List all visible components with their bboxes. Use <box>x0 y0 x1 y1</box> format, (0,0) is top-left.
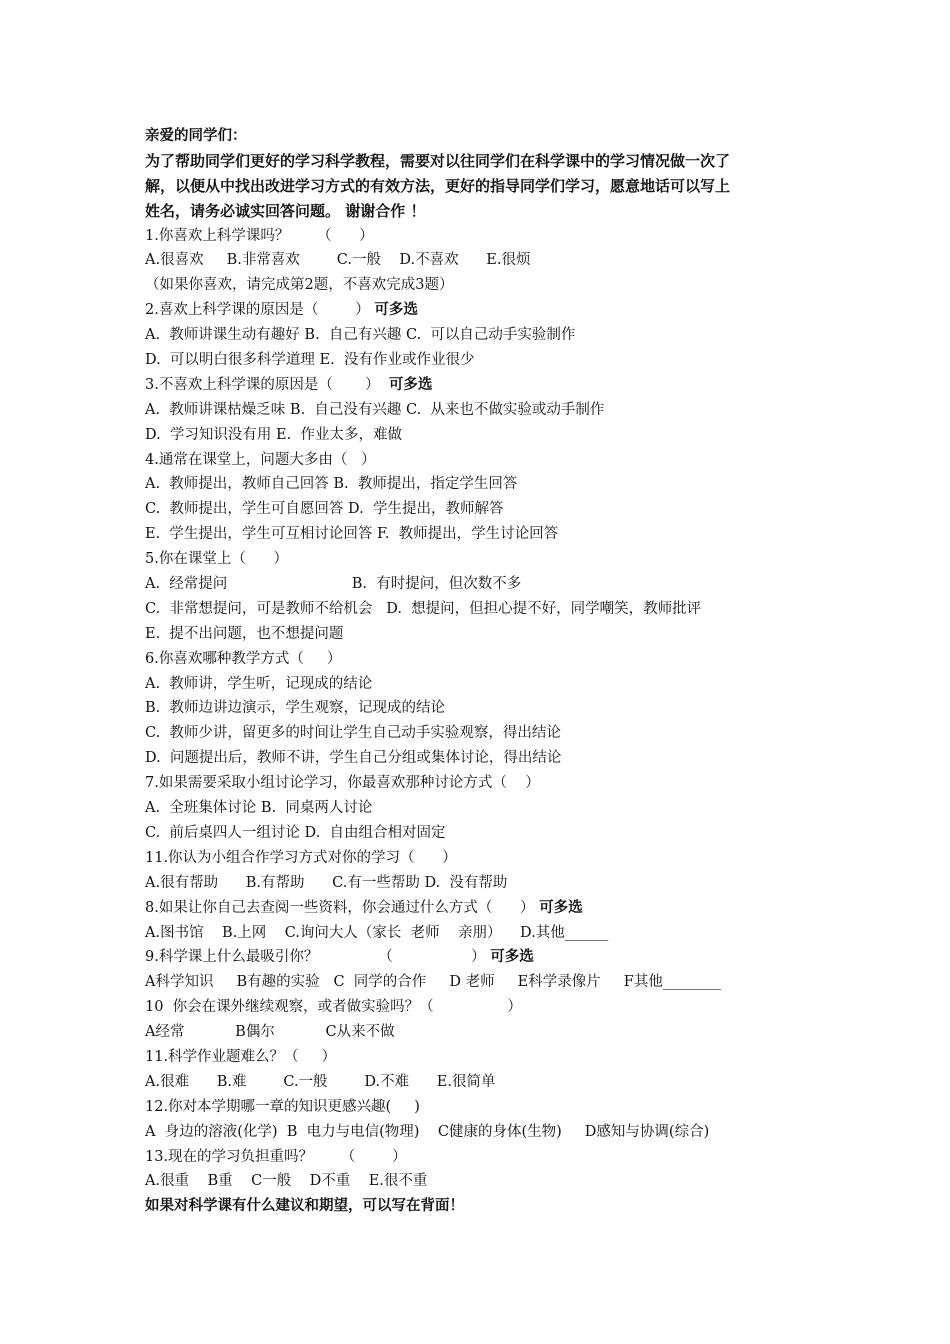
line-text: 4.通常在课堂上，问题大多由（ ） <box>145 451 376 468</box>
question-line <box>145 970 825 995</box>
question-line <box>145 995 825 1020</box>
line-text: 6.你喜欢哪种教学方式（ ） <box>145 650 342 667</box>
line-text: C. 前后桌四人一组讨论 D. 自由组合相对固定 <box>145 824 446 841</box>
line-text: A.很重 B重 C一般 D不重 E.很不重 <box>145 1173 428 1190</box>
question-line <box>145 796 825 821</box>
question-list <box>145 224 825 1195</box>
question-line <box>145 1070 825 1095</box>
question-line <box>145 721 825 746</box>
question-line <box>145 821 825 846</box>
question-line <box>145 1145 825 1170</box>
question-line <box>145 547 825 572</box>
question-line <box>145 945 825 970</box>
line-text: 9.科学课上什么最吸引你？ （ ） <box>145 949 491 966</box>
line-text: A.很喜欢 B.非常喜欢 C.一般 D.不喜欢 E.很烦 <box>145 252 531 269</box>
intro-line-2: 解，以便从中找出改进学习方式的有效方法，更好的指导同学们学习，愿意地话可以写上 <box>145 176 731 195</box>
question-line <box>145 348 825 373</box>
line-text: 11.科学作业题难么？（ ） <box>145 1048 337 1065</box>
intro-line-1: 为了帮助同学们更好的学习科学教程，需要对以往同学们在科学课中的学习情况做一次了 <box>145 151 731 170</box>
question-line <box>145 323 825 348</box>
line-text: A科学知识 B有趣的实验 C 同学的合作 D 老师 E科学录像片 F其他________ <box>145 974 721 991</box>
line-text: A.很有帮助 B.有帮助 C.有一些帮助 D. 没有帮助 <box>145 874 508 891</box>
line-text: E. 提不出问题，也不想提问题 <box>145 625 344 642</box>
greeting: 亲爱的同学们： <box>145 127 247 144</box>
question-line <box>145 572 825 597</box>
line-text: 10 你会在课外继续观察，或者做实验吗？（ ） <box>145 999 522 1016</box>
line-text: 3.不喜欢上科学课的原因是（ ） <box>145 376 389 393</box>
question-line <box>145 423 825 448</box>
question-line <box>145 1120 825 1145</box>
line-text: 5.你在课堂上（ ） <box>145 551 288 568</box>
line-text: C. 非常想提问，可是教师不给机会 D. 想提问，但担心提不好，同学嘲笑，教师批评 <box>145 600 702 617</box>
line-text: D. 问题提出后，教师不讲，学生自己分组或集体讨论，得出结论 <box>145 750 562 767</box>
question-line <box>145 1020 825 1045</box>
line-text: A. 经常提问 B. 有时提问，但次数不多 <box>145 576 522 593</box>
line-text: 12.你对本学期哪一章的知识更感兴趣( ) <box>145 1098 420 1115</box>
question-line <box>145 448 825 473</box>
line-text: 7.如果需要采取小组讨论学习，你最喜欢那种讨论方式（ ） <box>145 775 540 792</box>
question-line <box>145 746 825 771</box>
line-text: 11.你认为小组合作学习方式对你的学习（ ） <box>145 849 457 866</box>
question-line <box>145 224 825 249</box>
multi-select-note: 可多选 <box>490 949 534 966</box>
line-text: D. 可以明白很多科学道理 E. 没有作业或作业很少 <box>145 352 475 369</box>
multi-select-note: 可多选 <box>374 302 418 319</box>
line-text: A 身边的溶液(化学) B 电力与电信(物理) C健康的身体(生物) D感知与协调(综合) <box>145 1123 710 1140</box>
question-line <box>145 273 825 298</box>
line-text: A. 全班集体讨论 B. 同桌两人讨论 <box>145 800 373 817</box>
line-text: A.很难 B.难 C.一般 D.不难 E.很简单 <box>145 1073 496 1090</box>
line-text: 8.如果让你自己去查阅一些资料，你会通过什么方式（ ） <box>145 899 540 916</box>
line-text: A. 教师讲课生动有趣好 B. 自己有兴趣 C. 可以自己动手实验制作 <box>145 327 576 344</box>
question-line <box>145 298 825 323</box>
line-text: 1.你喜欢上科学课吗？ （ ） <box>145 227 374 244</box>
question-line <box>145 921 825 946</box>
question-line <box>145 771 825 796</box>
survey-document <box>145 124 825 1219</box>
question-line <box>145 248 825 273</box>
line-text: （如果你喜欢，请完成第2题，不喜欢完成3题） <box>145 277 454 294</box>
question-line <box>145 398 825 423</box>
line-text: 2.喜欢上科学课的原因是（ ） <box>145 302 375 319</box>
question-line <box>145 622 825 647</box>
multi-select-note: 可多选 <box>388 376 433 393</box>
closing-note: 如果对科学课有什么建议和期望，可以写在背面！ <box>145 1197 464 1215</box>
question-line <box>145 1095 825 1120</box>
intro-line-3: 姓名，请务必诚实回答问题。 谢谢合作 ！ <box>145 201 426 220</box>
question-line <box>145 597 825 622</box>
question-line <box>145 896 825 921</box>
line-text: D. 学习知识没有用 E. 作业太多，难做 <box>145 426 402 443</box>
line-text: 13.现在的学习负担重吗？ （ ） <box>145 1148 407 1165</box>
line-text: E. 学生提出，学生可互相讨论回答 F. 教师提出，学生讨论回答 <box>145 526 559 543</box>
line-text: C. 教师少讲，留更多的时间让学生自己动手实验观察，得出结论 <box>145 725 561 742</box>
question-line <box>145 1169 825 1194</box>
question-line <box>145 497 825 522</box>
line-text: A.图书馆 B.上网 C.询问大人（家长 老师 亲朋） D.其他______ <box>145 924 609 941</box>
line-text: A. 教师提出，教师自己回答 B. 教师提出，指定学生回答 <box>145 476 518 493</box>
question-line <box>145 871 825 896</box>
line-text: B. 教师边讲边演示，学生观察，记现成的结论 <box>145 700 445 717</box>
question-line <box>145 696 825 721</box>
multi-select-note: 可多选 <box>539 899 583 916</box>
line-text: C. 教师提出，学生可自愿回答 D. 学生提出，教师解答 <box>145 501 504 518</box>
question-line <box>145 472 825 497</box>
line-text: A经常 B偶尔 C从来不做 <box>145 1024 395 1041</box>
question-line <box>145 647 825 672</box>
line-text: A. 教师讲课枯燥乏味 B. 自己没有兴趣 C. 从来也不做实验或动手制作 <box>145 401 605 418</box>
question-line <box>145 373 825 398</box>
question-line <box>145 846 825 871</box>
question-line <box>145 672 825 697</box>
line-text: A. 教师讲，学生听，记现成的结论 <box>145 675 373 692</box>
question-line <box>145 1045 825 1070</box>
question-line <box>145 522 825 547</box>
